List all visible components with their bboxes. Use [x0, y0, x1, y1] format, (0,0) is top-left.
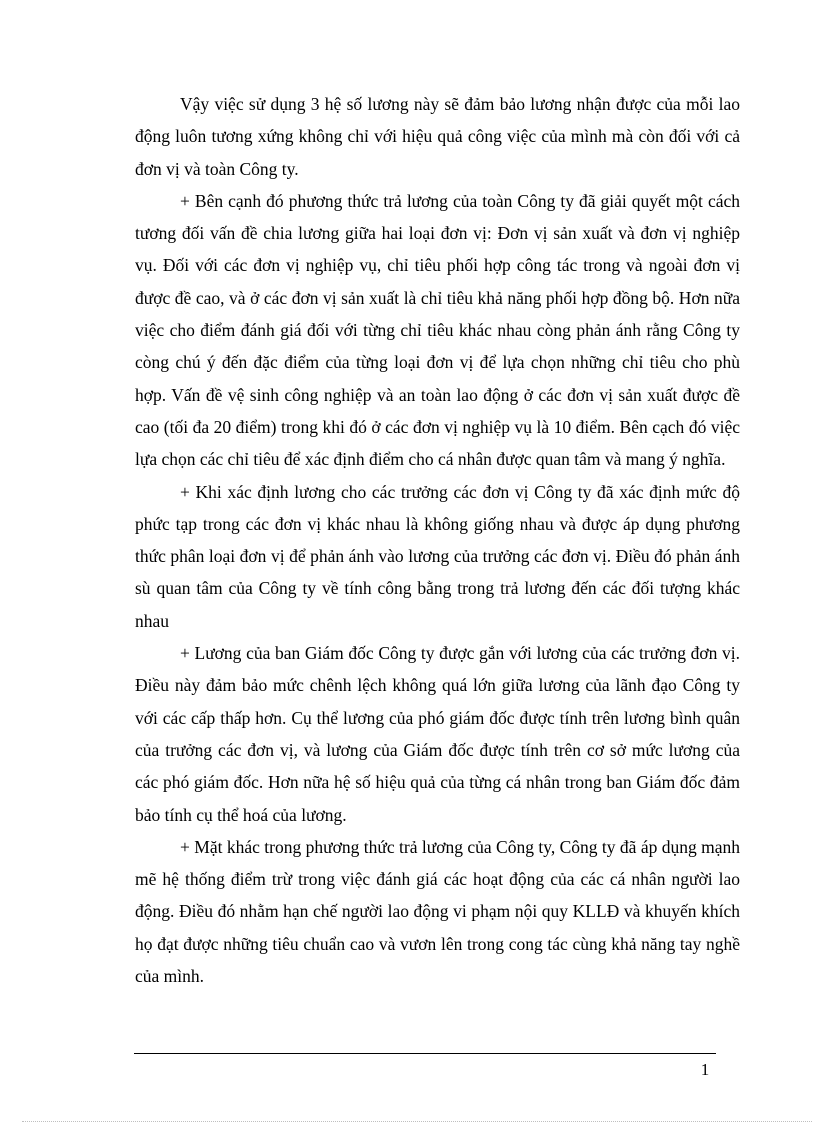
page-number: 1	[700, 1060, 710, 1079]
paragraph: + Khi xác định lương cho các trưởng các đơn vị Công ty đã xác định mức độ phức tạp trong các đơn vị khác nhau là không giống nhau và được áp dụng phương thức phân loại đơn vị để phản ánh vào lương của trưởng các đơn vị. Điều đó phản ánh sù quan tâm của Công ty về tính công bằng trong trả lương đến các đối tượng khác nhau	[135, 481, 740, 631]
paragraph: + Mặt khác trong phương thức trả lương của Công ty, Công ty đã áp dụng mạnh mẽ hệ thống điểm trừ trong việc đánh giá các hoạt động của các cá nhân người lao động. Điều đó nhằm hạn chế người lao động vi phạm nội quy KLLĐ và khuyến khích họ đạt được những tiêu chuẩn cao và vươn lên trong cong tác cùng khả năng tay nghề của mình.	[135, 836, 740, 987]
footer-divider	[134, 1053, 716, 1054]
paragraph: Vậy việc sử dụng 3 hệ số lương này sẽ đảm bảo lương nhận được của mỗi lao động luôn tương xứng không chỉ với hiệu quả công việc của mình mà còn đối với cả đơn vị và toàn Công ty.	[135, 94, 740, 179]
paragraph: + Bên cạnh đó phương thức trả lương của toàn Công ty đã giải quyết một cách tương đối vấn đề chia lương giữa hai loại đơn vị: Đơn vị sản xuất và đơn vị nghiệp vụ. Đối với các đơn vị nghiệp vụ, chỉ tiêu phối hợp công tác trong và ngoài đơn vị được đề cao, và ở các đơn vị sản xuất là chỉ tiêu khả năng phối hợp đồng bộ. Hơn nữa việc cho điểm đánh giá đối với từng chỉ tiêu khác nhau còng phản ánh rằng Công ty còng chú ý đến đặc điểm của từng loại đơn vị để lựa chọn những chỉ tiêu cho phù hợp. Vấn đề vệ sinh công nghiệp và an toàn lao động ở các đơn vị sản xuất được đề cao (tối đa 20 điểm) trong khi đó ở các đơn vị nghiệp vụ là 10 điểm. Bên cạch đó việc lựa chọn các chỉ tiêu để xác định điểm cho cá nhân được quan tâm và mang ý nghĩa.	[135, 190, 740, 470]
paragraph: + Lương của ban Giám đốc Công ty được gắn với lương của các trưởng đơn vị. Điều này đảm bảo mức chênh lệch không quá lớn giữa lương của lãnh đạo Công ty với các cấp thấp hơn. Cụ thể lương của phó giám đốc được tính trên lương bình quân của trưởng các đơn vị, và lương của Giám đốc được tính trên cơ sở mức lương của các phó giám đốc. Hơn nữa hệ số hiệu quả của từng cá nhân trong ban Giám đốc đảm bảo tính cụ thể hoá của lương.	[135, 643, 740, 825]
page-boundary	[22, 1121, 812, 1122]
body-text	[135, 88, 740, 992]
